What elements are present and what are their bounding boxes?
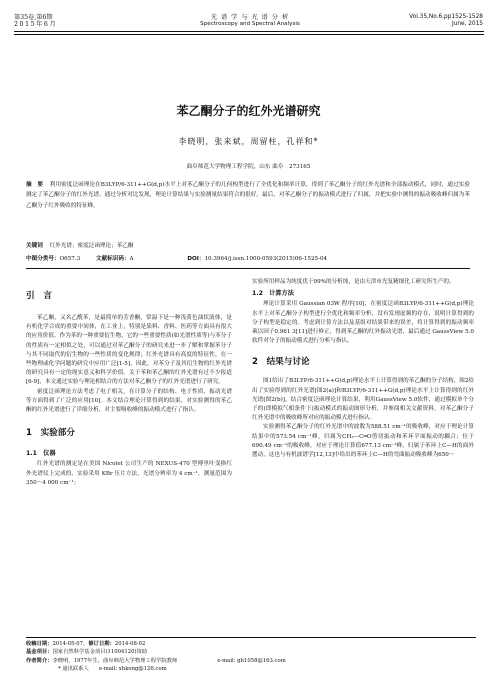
header-rule-thin — [14, 34, 484, 35]
results-paragraph-2: 实验测得苯乙酮分子的红外光谱中的波数为588.51 cm⁻¹的吸收峰，对应于理论计算结果中的573.54 cm⁻¹峰，归属为CH₃—C═O剪切振动和苯环平面振动的耦合；位于690.49 cm⁻¹的吸收峰，对应于理论计算值677.13 cm⁻¹峰，归属于苯环上C—H的面外摆动，这也与有机波谱学[12,13]中给出的苯环上C—H的弯曲振动吸收峰为650～ — [252, 424, 474, 459]
date-en: June, 2015 — [451, 21, 483, 28]
footnotes — [26, 640, 476, 674]
introduction-heading: 引 言 — [26, 291, 52, 301]
classification-line — [26, 255, 470, 264]
keywords — [26, 242, 134, 251]
received-date: 2014-05-07， — [52, 641, 89, 647]
abstract-label: 摘 要 — [26, 182, 43, 188]
journal-name-en: Spectroscopy and Spectral Analysis — [200, 21, 300, 28]
journal-name — [150, 14, 350, 28]
left-column — [26, 276, 232, 488]
doc-code-label: 文献标识码： — [95, 256, 130, 262]
fund-label: 基金项目： — [26, 649, 53, 656]
author-list: 李晓明，张来斌，周留柱，孔祥和* — [178, 137, 319, 146]
doi: 10.3964/j.issn.1000-0593(2015)06-1525-04 — [204, 256, 328, 262]
abstract-text: 利用密度泛函理论在B3LYP/6-311++G(d,p)水平上对苯乙酮分子的几何构型进行了全优化和频率计算，得到了苯乙酮分子的红外光谱和全部振动模式，同时，通过实验测定了苯乙酮分子的红外光谱。通过分析对比发现，理论计算结果与实验测量结果符合的很好。最后，对苯乙酮分子的振动模式进行了归属，并把实验中测得的振动吸收峰归属为苯乙酮分子红外吸收的特征峰。 — [26, 182, 470, 209]
received-label: 收稿日期： — [26, 641, 53, 647]
volume-info — [409, 14, 483, 28]
issue-line-1: 第35卷,第6期 — [14, 14, 53, 21]
sample-text: 实验所用样品为纯度优于99%的分析纯，是由天津市光复精细化工研究所生产的。 — [252, 279, 455, 285]
paper-title: 苯乙酮分子的红外光谱研究 — [176, 104, 321, 118]
header-rule-thick — [14, 31, 484, 32]
journal-name-cn: 光 谱 学 与 光 谱 分 析 — [210, 14, 290, 21]
author-bio-line — [26, 657, 476, 665]
section-1-2-heading: 1.2 计算方法 — [252, 290, 294, 298]
clc-code: O657.3 — [59, 256, 81, 262]
abstract — [26, 180, 470, 211]
corresponding-line — [26, 665, 476, 673]
revised-date: 2014-08-02 — [114, 641, 146, 647]
doi-label: DOI： — [187, 256, 205, 262]
corresponding-email: e-mail: xhkong@126.com — [98, 666, 167, 673]
section-1-2-text: 理论计算采用 Gaussian 03W 程序[10]，在密度泛函B3LYP/6-311++G(d,p)理论水平上对苯乙酮分子构型进行全优化和频率分析，没有发现虚频的存在，说明计算得到的分子构型是稳定的。考虑到计算方法以及基组对结果带来的误差，将计算得到的振动频率乘以因子0.961 3[11]进行修正，得到苯乙酮的红外振动光谱，最后通过 GaussView 5.0 软件对分子的振动模式进行分析与指认。 — [252, 301, 474, 345]
fund-line — [26, 648, 476, 656]
results-paragraph-1: 图1给出了B3LYP/6-311++G(d,p)理论水平上计算得到的苯乙酮的分子结构，图2给出了实验得到的红外光谱[图2(a)]和B3LYP/6-311++G(d,p)理论水平上计算得到的红外光谱[图2(b)]，结合密度泛函理论计算结果，利用GaussView 5.0软件，通过模拟单个分子的(即模拟气相条件下)振动模式的振动图形分析，并参阅相关文献资料，对苯乙酮分子红外光谱中的吸收峰所对应的振动模式进行指认。 — [252, 378, 474, 422]
section-1-heading: 1 实验部分 — [26, 428, 75, 439]
bio-label: 作者简介： — [26, 657, 53, 664]
bio-email: e-mail: gh1058@163.com — [217, 657, 286, 664]
revised-label: 修订日期： — [88, 641, 115, 647]
corresponding-label: * 通讯联系人 — [58, 666, 89, 673]
dates-line — [26, 640, 476, 648]
doc-code: A — [129, 256, 134, 262]
intro-paragraph-1: 苯乙酮，又名乙酰苯，是最简单的芳香酮，常温下是一种浅黄色油状液体，是有机化学合成的重要中间体，在工业上，特别是染料、香料、医药等方面具有很大的应用价值。作为苯的一种重要衍生物，它的一些重要性质(如光谱性质等)与苯分子的性质有一定相似之处，可以通过对苯乙酮分子的研究来进一步了解和掌握苯分子与其不同取代的衍生物的一些性质的变化规律；红外光谱具有高度的特征性，在一些物理或化学问题的研究中应用广泛[1-5]，因此，对苯分子及其衍生物的红外光谱的研究具有一定的现实意义和科学价值。关于苯和苯乙酮的红外光谱有过不少报道[6-9]，本文通过实验与理论相结合的方法对苯乙酮分子的红外光谱进行了研究。 — [26, 315, 232, 386]
volume-pages: Vol.35,No.6,pp1525-1528 — [409, 14, 483, 20]
keywords-label: 关键词 — [26, 243, 43, 249]
keywords-text: 红外光谱；密度泛函理论；苯乙酮 — [49, 243, 134, 249]
section-1-1-text: 红外光谱的测定是在美国 Nicolet 公司生产的 NEXUS-470 型傅里叶变换红外光谱仪上完成的，实验采用 KBr 压片方法，光谱分辨率为 4 cm⁻¹，测量范围为 350～4 000 cm⁻¹； — [26, 461, 232, 486]
intro-paragraph-2: 密度泛函理论方法考虑了电子相关，在计算分子的结构、电子性质、振动光谱等方面得到了广泛的应用[10]。本文结合理论计算得到的结果，对实验测得的苯乙酮的红外光谱进行了详细分析，对主要吸收峰的振动模式进行了指认。 — [26, 388, 232, 414]
issue-line-2: 2015年6月 — [14, 21, 58, 29]
abstract-rule — [26, 268, 470, 269]
footnote-rule — [26, 637, 476, 638]
fund-text: 国家自然科学基金项目(11004120)资助 — [52, 649, 148, 656]
bio-text: 李晓明，1977年生，曲阜师范大学物理工程学院教师 — [52, 657, 178, 664]
clc-label: 中图分类号： — [26, 256, 60, 262]
issue-info — [14, 14, 57, 28]
section-2-heading: 2 结果与讨论 — [252, 357, 310, 368]
section-1-1-heading: 1.1 仪器 — [26, 450, 56, 458]
right-column — [252, 278, 474, 460]
affiliation: 曲阜师范大学物理工程学院，山东 曲阜 273165 — [186, 164, 311, 170]
